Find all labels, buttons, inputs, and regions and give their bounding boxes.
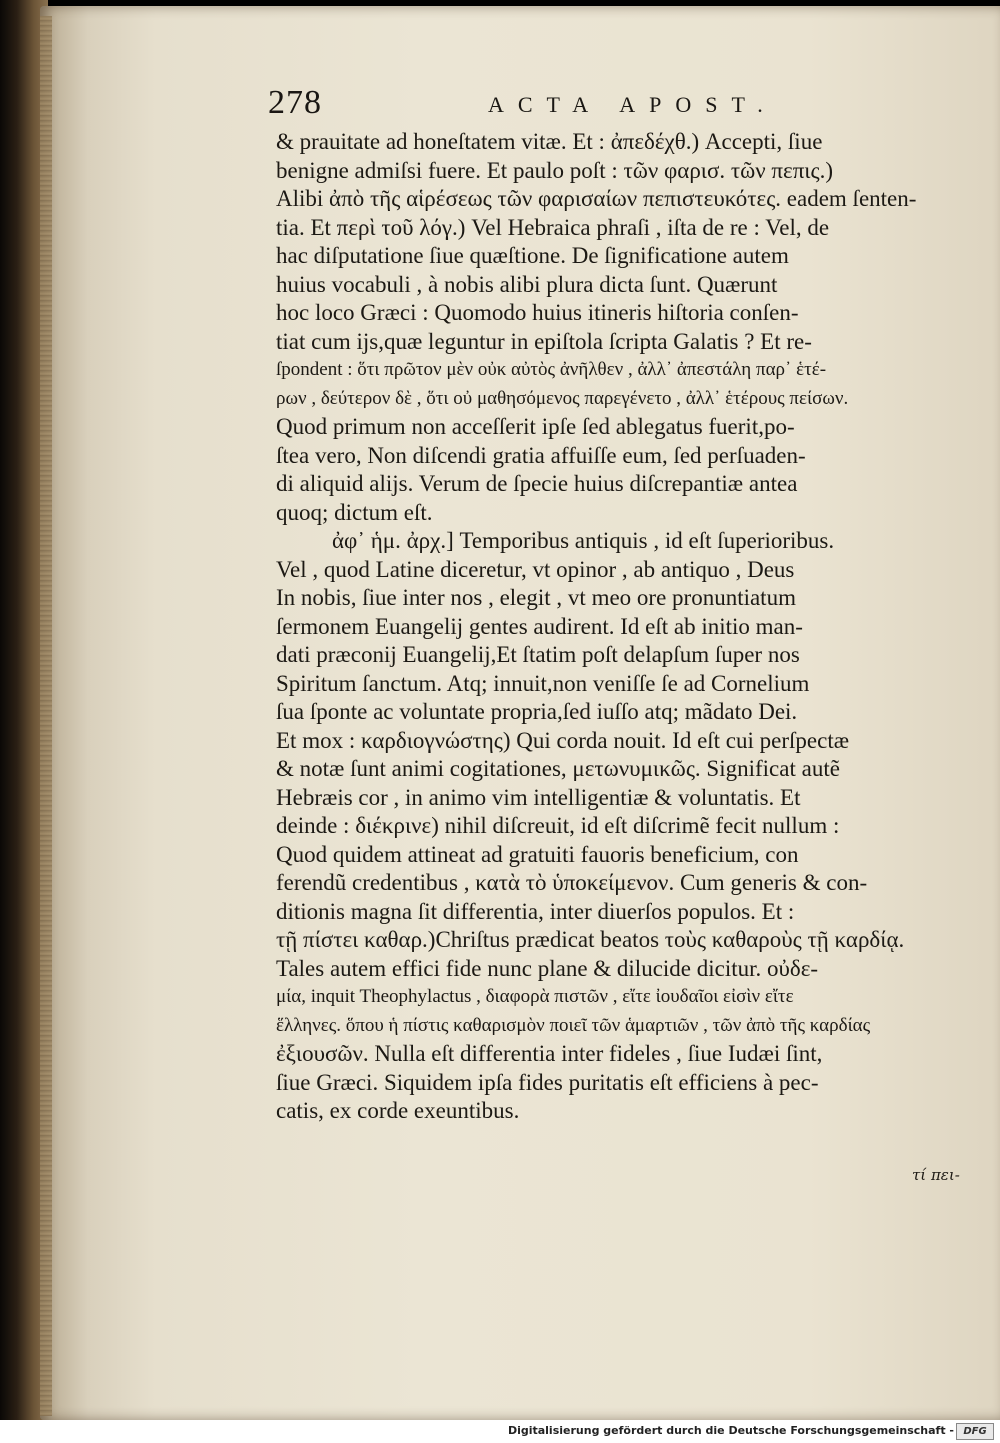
- text-line: Vel , quod Latine diceretur, vt opinor , ab antiquo , Deus: [276, 556, 795, 582]
- text-line: ſermonem Euangelij gentes audirent. Id eſt ab initio man-: [276, 613, 803, 639]
- footer-bar: [0, 1420, 1000, 1443]
- body-text: [276, 128, 976, 1126]
- text-line: ſpondent : ὅτι πρῶτον μὲν οὐκ αὐτὸς ἀνῆλθεν , ἀλλ᾽ ἀπεστάλη παρ᾽ ἑτέ-: [276, 359, 827, 380]
- text-line: ἐξιουσῶν. Nulla eſt differentia inter fideles , ſiue Iudæi ſint,: [276, 1041, 823, 1066]
- text-line: deinde : διέκρινε) nihil diſcreuit, id eſt diſcrimẽ fecit nullum :: [276, 813, 840, 838]
- text-line: & notæ ſunt animi cogitationes, μετωνυμικῶς. Significat autẽ: [276, 756, 840, 781]
- page-header: [268, 84, 828, 128]
- text-line: Alibi ἀπὸ τῆς αἱρέσεως τῶν φαρισαίων πεπιστευκότες. eadem ſenten-: [276, 186, 917, 211]
- paragraph-2: [276, 527, 976, 1126]
- text-line: Quod primum non acceſſerit ipſe ſed ablegatus fuerit,po-: [276, 414, 795, 439]
- text-line: Tales autem effici fide nunc plane & dilucide dicitur. οὐδε-: [276, 955, 819, 981]
- text-line: ἕλληνες. ὅπου ἡ πίστις καθαρισμὸν ποιεῖ τῶν ἁμαρτιῶν , τῶν ἀπὸ τῆς καρδίας: [276, 1014, 871, 1036]
- text-line: Hebræis cor , in animo vim intelligentiæ & voluntatis. Et: [276, 784, 801, 810]
- catchword: τί πει-: [912, 1166, 960, 1184]
- page-number: 278: [268, 84, 322, 121]
- page-edge: [40, 16, 52, 1416]
- text-line: ſua ſponte ac voluntate propria,ſed iuſſo atq; mãdato Dei.: [276, 699, 798, 724]
- text-line: & prauitate ad honeſtatem vitæ. Et : ἀπεδέχθ.) Accepti, ſiue: [276, 129, 823, 154]
- text-line: τῇ πίστει καθαρ.)Chriſtus prædicat beatos τοὺς καθαροὺς τῇ καρδίᾳ.: [276, 927, 905, 952]
- text-line: ſiue Græci. Siquidem ipſa fides puritatis eſt efficiens à pec-: [276, 1069, 819, 1095]
- text-line: ditionis magna ſit differentia, inter diuerſos populos. Et :: [276, 898, 795, 924]
- text-line: μία, inquit Theophylactus , διαφορὰ πιστῶν , εἴτε ἰουδαῖοι εἰσὶν εἴτε: [276, 986, 794, 1007]
- text-line: quoq; dictum eſt.: [276, 499, 433, 525]
- text-line: benigne admiſsi fuere. Et paulo poſt : τῶν φαρισ. τῶν πεπις.): [276, 157, 834, 183]
- paragraph-1: [276, 128, 976, 527]
- text-line: Et mox : καρδιογνώστης) Qui corda nouit. Id eſt cui perſpectæ: [276, 727, 850, 753]
- text-line: tiat cum ijs,quæ leguntur in epiſtola ſcripta Galatis ? Et re-: [276, 328, 812, 354]
- text-line: ρων , δεύτερον δὲ , ὅτι οὐ μαθησόμενος παρεγένετο , ἀλλ᾽ ἑτέρους πείσων.: [276, 387, 849, 409]
- dfg-logo: DFG: [956, 1423, 994, 1440]
- text-line: catis, ex corde exeuntibus.: [276, 1098, 520, 1123]
- text-line: huius vocabuli , à nobis alibi plura dicta ſunt. Quærunt: [276, 271, 778, 297]
- text-line: tia. Et περὶ τοῦ λόγ.) Vel Hebraica phraſi , iſta de re : Vel, de: [276, 214, 830, 240]
- running-head: ACTA APOST.: [488, 92, 777, 117]
- text-line: ἀφ᾽ ἡμ. ἀρχ.] Temporibus antiquis , id eſt ſuperioribus.: [332, 528, 835, 553]
- text-line: hac diſputatione ſiue quæſtione. De ſignificatione autem: [276, 243, 789, 268]
- text-line: di aliquid alijs. Verum de ſpecie huius diſcrepantiæ antea: [276, 471, 798, 496]
- text-line: ferendũ credentibus , κατὰ τὸ ὑποκείμενον. Cum generis & con-: [276, 870, 868, 895]
- text-line: In nobis, ſiue inter nos , elegit , vt meo ore pronuntiatum: [276, 585, 796, 610]
- text-line: hoc loco Græci : Quomodo huius itineris hiſtoria conſen-: [276, 300, 799, 325]
- text-line: ſtea vero, Non diſcendi gratia affuiſſe eum, ſed perſuaden-: [276, 442, 806, 468]
- text-line: Quod quidem attineat ad gratuiti fauoris beneficium, con: [276, 841, 799, 867]
- text-line: Spiritum ſanctum. Atq; innuit,non veniſſe ſe ad Cornelium: [276, 670, 810, 696]
- funding-credit: Digitalisierung gefördert durch die Deutsche Forschungsgemeinschaft -: [507, 1424, 954, 1437]
- text-line: dati præconij Euangelij,Et ſtatim poſt delapſum ſuper nos: [276, 642, 800, 667]
